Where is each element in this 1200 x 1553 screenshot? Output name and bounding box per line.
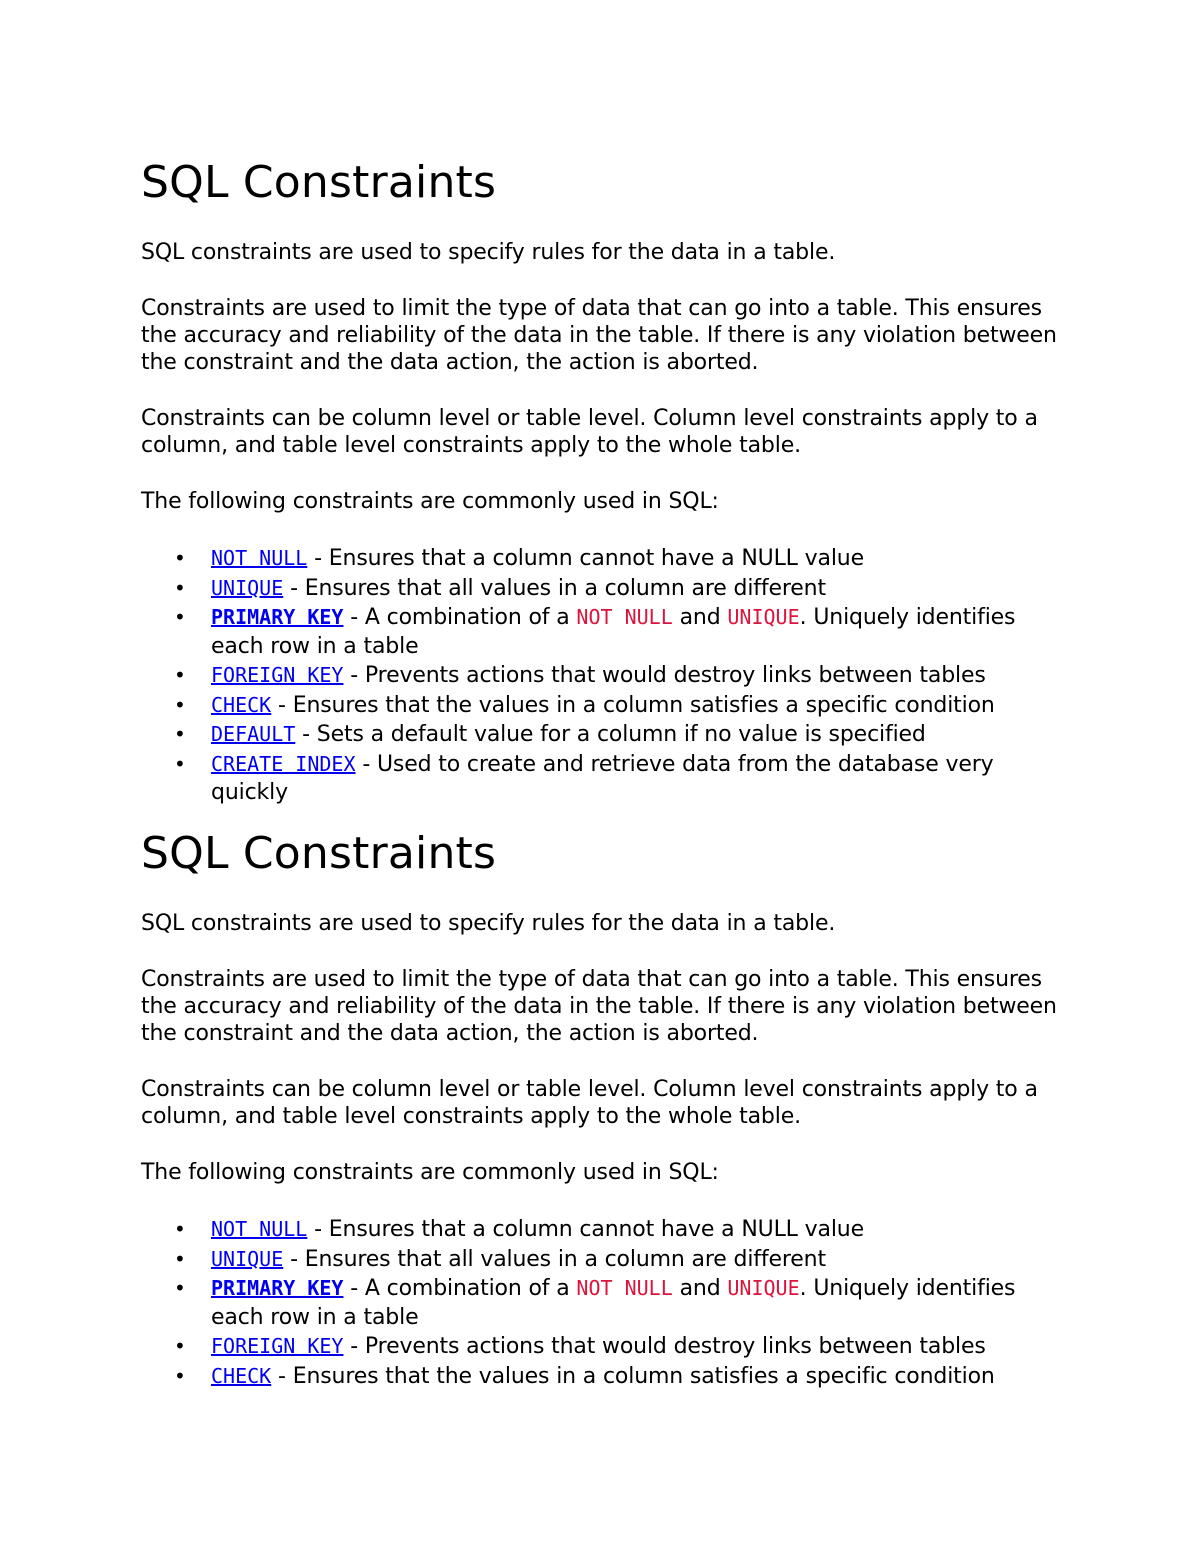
item-description: and (672, 1276, 728, 1301)
section-title: SQL Constraints (141, 828, 497, 879)
list-item (141, 1245, 1071, 1275)
bullet-icon: • (174, 751, 186, 776)
item-description: - Ensures that the values in a column satisfies a specific condition (271, 692, 995, 718)
levels-paragraph: Constraints can be column level or table level. Column level constraints apply to a column, and table level constraints apply to the whole table. (141, 1077, 1038, 1129)
item-description: - A combination of a (343, 605, 577, 630)
item-description: - A combination of a (343, 1276, 577, 1301)
bullet-icon: • (174, 575, 186, 600)
bullet-icon: • (174, 1363, 186, 1388)
bullet-icon: • (174, 605, 186, 629)
link-not-null[interactable]: NOT NULL (211, 1217, 308, 1241)
list-item (141, 691, 1071, 721)
link-foreign-key[interactable]: FOREIGN KEY (211, 663, 344, 687)
description-paragraph: Constraints are used to limit the type of data that can go into a table. This ensures the accuracy and reliability of the data in the table. If there is any violation between the constraint and the data action, the action is aborted. (141, 967, 1057, 1046)
item-description: . Uniquely identifies each row in a table (211, 605, 1016, 659)
constraints-list (141, 544, 1071, 808)
link-not-null[interactable]: NOT NULL (211, 546, 308, 570)
inline-code-not-null: NOT NULL (576, 1276, 673, 1300)
bullet-icon: • (174, 1334, 186, 1358)
list-item (141, 1274, 1071, 1332)
list-item (141, 750, 1071, 808)
description-paragraph: Constraints are used to limit the type of data that can go into a table. This ensures the accuracy and reliability of the data in the table. If there is any violation between the constraint and the data action, the action is aborted. (141, 296, 1057, 375)
inline-code-not-null: NOT NULL (576, 605, 673, 629)
bullet-icon: • (174, 1276, 186, 1300)
item-description: - Used to create and retrieve data from the database very quickly (211, 751, 994, 805)
list-item (141, 661, 1071, 691)
bullet-icon: • (174, 663, 186, 687)
link-default[interactable]: DEFAULT (211, 722, 296, 746)
item-description: - Ensures that a column cannot have a NULL value (307, 546, 864, 571)
link-primary-key[interactable]: PRIMARY KEY (211, 605, 344, 629)
link-primary-key[interactable]: PRIMARY KEY (211, 1276, 344, 1300)
item-description: and (672, 605, 728, 630)
inline-code-unique: UNIQUE (727, 1276, 800, 1300)
list-item (141, 603, 1071, 661)
list-item (141, 574, 1071, 604)
bullet-icon: • (174, 1217, 186, 1241)
section-sql-constraints-2 (141, 821, 1071, 1391)
bullet-icon: • (174, 722, 186, 746)
item-description: - Ensures that the values in a column satisfies a specific condition (271, 1363, 995, 1389)
intro-paragraph: SQL constraints are used to specify rules for the data in a table. (141, 240, 836, 265)
list-item (141, 1362, 1071, 1392)
item-description: - Sets a default value for a column if no value is specified (295, 722, 926, 747)
item-description: - Ensures that all values in a column are different (283, 575, 826, 601)
list-item (141, 1215, 1071, 1245)
bullet-icon: • (174, 546, 186, 570)
section-sql-constraints-1 (141, 150, 1071, 808)
link-check[interactable]: CHECK (211, 1363, 272, 1388)
link-unique[interactable]: UNIQUE (211, 1246, 284, 1271)
page-title: SQL Constraints (141, 157, 497, 208)
item-description: - Ensures that a column cannot have a NULL value (307, 1217, 864, 1242)
list-item (141, 720, 1071, 750)
inline-code-unique: UNIQUE (727, 605, 800, 629)
link-create-index[interactable]: CREATE INDEX (211, 751, 356, 776)
item-description: - Prevents actions that would destroy links between tables (343, 1334, 986, 1359)
list-item (141, 1332, 1071, 1362)
item-description: - Ensures that all values in a column are different (283, 1246, 826, 1272)
item-description: . Uniquely identifies each row in a table (211, 1276, 1016, 1330)
link-unique[interactable]: UNIQUE (211, 575, 284, 600)
list-intro-paragraph: The following constraints are commonly used in SQL: (141, 489, 719, 514)
bullet-icon: • (174, 692, 186, 717)
link-check[interactable]: CHECK (211, 692, 272, 717)
list-item (141, 544, 1071, 574)
bullet-icon: • (174, 1246, 186, 1271)
intro-paragraph: SQL constraints are used to specify rules for the data in a table. (141, 911, 836, 936)
item-description: - Prevents actions that would destroy links between tables (343, 663, 986, 688)
link-foreign-key[interactable]: FOREIGN KEY (211, 1334, 344, 1358)
levels-paragraph: Constraints can be column level or table level. Column level constraints apply to a column, and table level constraints apply to the whole table. (141, 406, 1038, 458)
constraints-list (141, 1215, 1071, 1391)
list-intro-paragraph: The following constraints are commonly used in SQL: (141, 1160, 719, 1185)
